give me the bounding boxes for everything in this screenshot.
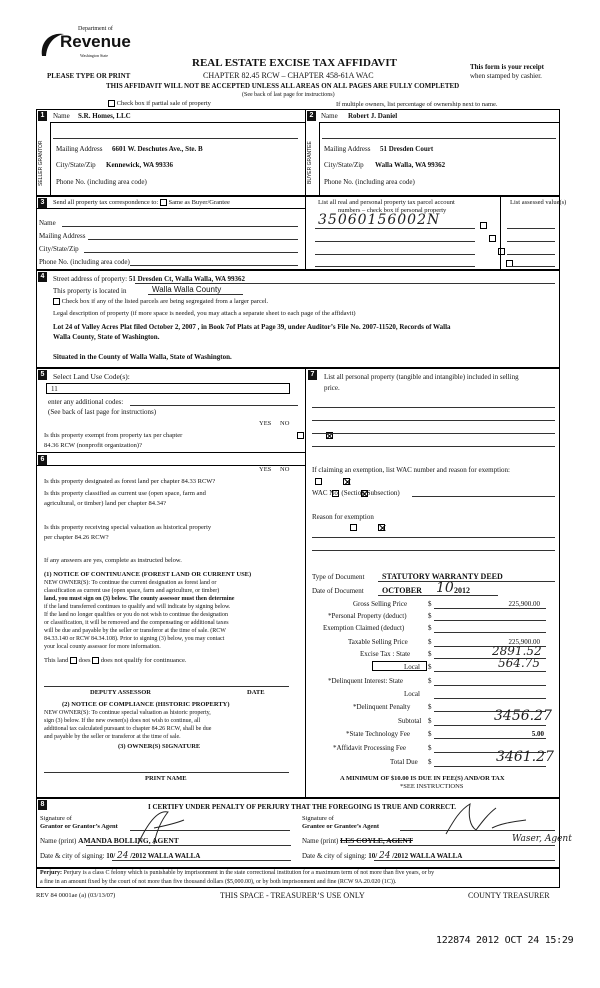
personal-property-checkbox-3[interactable] [498, 248, 505, 255]
street-row [53, 275, 245, 283]
parcel-header-1: List all real and personal property tax parcel account [318, 199, 455, 206]
perjury-text-1: Perjury is a class C felony which is punishable by imprisonment in the state correctional institution for a maximum term of not more than five years, or by [62, 870, 435, 876]
minimum-fee-line: A MINIMUM OF $10.00 IS DUE IN FEE(S) AND/OR TAX [340, 775, 505, 782]
seller-mail: 6601 W. Deschutes Ave., Ste. B [112, 145, 203, 153]
grantor-name-label: Name (print) [40, 837, 77, 845]
notice1-l6: or classification, it will be removed and the compensating or additional taxes [44, 620, 229, 626]
taxable-dollar: $ [428, 638, 432, 646]
grantee-date-day: 24 [379, 851, 391, 861]
additional-codes-label: enter any additional codes: [48, 398, 124, 406]
delinquent-interest-label: *Delinquent Interest: State [328, 677, 404, 685]
seller-name: S.R. Homes, LLC [78, 112, 131, 120]
dept-small: Department of [78, 26, 113, 32]
doc-date-label: Date of Document [312, 587, 364, 595]
same-as-label: Same as Buyer/Grantee [168, 199, 230, 206]
assessed-header: List assessed value(s) [510, 199, 567, 206]
affidavit-fee-label: *Affidavit Processing Fee [333, 744, 406, 752]
exempt-yes-checkbox[interactable] [297, 432, 304, 439]
receipt-note-2: when stamped by cashier. [470, 72, 542, 80]
affidavit-fee-dollar: $ [428, 744, 432, 752]
taxable-label: Taxable Selling Price [348, 638, 408, 646]
tech-fee-label: *State Technology Fee [346, 730, 410, 738]
delinquent-penalty-dollar: $ [428, 703, 432, 711]
s5-no: NO [280, 420, 290, 427]
taxable-value: 225,900.00 [508, 638, 540, 646]
personal-dollar: $ [428, 612, 432, 620]
subtotal-value: 3456.27 [494, 708, 552, 724]
s3-name-label: Name [39, 219, 56, 227]
seller-side-label: SELLER GRANTOR [38, 140, 44, 186]
segregated-checkbox[interactable] [53, 298, 60, 305]
this-land-label: This land [44, 657, 69, 664]
forest-no-checkbox[interactable] [343, 478, 350, 485]
section-2-badge: 2 [307, 111, 316, 121]
grantor-name: AMANDA BOLLING, AGENT [78, 836, 179, 845]
legal-desc-2: Walla County, State of Washington. [53, 333, 160, 341]
form-id: REV 84 0001ae (a) (03/13/07) [36, 892, 116, 899]
form-chapter: CHAPTER 82.45 RCW – CHAPTER 458-61A WAC [203, 71, 374, 80]
notice2-l4: and payable by the seller or transferor at the time of sale. [44, 734, 181, 740]
instructions-line: (See back of last page for instructions) [242, 92, 335, 98]
gross-dollar: $ [428, 600, 432, 608]
located-label: This property is located in [53, 287, 127, 295]
local2-label: Local [404, 690, 420, 698]
notice1-l3: land, you must sign on (3) below. The county assessor must then determine [44, 596, 235, 602]
s6-q1: Is this property designated as forest land per chapter 84.33 RCW? [44, 478, 216, 485]
notice1-l4: if the land transferred continues to qualify and will indicate by signing below. [44, 604, 231, 610]
reason-label: Reason for exemption [312, 513, 374, 521]
grantor-name-row [40, 836, 179, 845]
partial-sale-row [108, 100, 211, 107]
section-8-badge: 8 [38, 800, 47, 810]
buyer-phone-label: Phone No. (including area code) [324, 178, 415, 186]
section-5-badge: 5 [38, 370, 47, 380]
exempt-q-1: Is this property exempt from property tax per chapter [44, 432, 183, 439]
street-label: Street address of property: [53, 275, 128, 283]
doc-date-day: 10 [436, 580, 454, 596]
section-7-badge: 7 [308, 370, 317, 380]
delinquent-penalty-label: *Delinquent Penalty [353, 703, 411, 711]
revenue-logo [38, 24, 131, 64]
print-name-label: PRINT NAME [145, 775, 187, 782]
local-value: 564.75 [498, 656, 540, 670]
grantee-name: LES COYLE, AGENT [340, 836, 413, 845]
notice2-title: (2) NOTICE OF COMPLIANCE (HISTORIC PROPERTY) [62, 701, 230, 708]
situated-line: Situated in the County of Walla Walla, State of Washington. [53, 353, 232, 361]
personal-deduct-label: *Personal Property (deduct) [328, 612, 407, 620]
doc-date-year: 2012 [454, 586, 470, 595]
s3-phone-label: Phone No. (including area code) [39, 258, 130, 266]
s6-yes: YES [259, 466, 272, 473]
treasurer-space: THIS SPACE - TREASURER’S USE ONLY [220, 891, 365, 900]
grantor-sig-label-2: Grantor or Grantor’s Agent [40, 823, 118, 830]
grantee-sig-label-2: Grantee or Grantee’s Agent [302, 823, 380, 830]
notice1-l2: classification as current use (open space, farm and agriculture, or timber) [44, 588, 220, 594]
grantee-name-label: Name (print) [302, 837, 339, 845]
grantee-date-month: 10/ [368, 852, 378, 860]
s6-q2-1: Is this property classified as current use (open space, farm and [44, 490, 206, 497]
send-tax-label: Send all property tax correspondence to: [53, 199, 159, 206]
dept-state: Washington State [80, 53, 109, 58]
send-tax-row [53, 199, 230, 206]
does-not-label: does not qualify for continuance. [100, 657, 187, 664]
buyer-city: Walla Walla, WA 99362 [375, 161, 446, 169]
segregated-row [53, 298, 268, 305]
land-use-code: 11 [51, 385, 58, 393]
s6-q2-2: agricultural, or timber) land per chapter 84.34? [44, 500, 167, 507]
total-value: 3461.27 [496, 749, 554, 765]
subtotal-label: Subtotal [398, 717, 422, 725]
tech-fee-dollar: $ [428, 730, 432, 738]
seller-mail-label: Mailing Address [56, 145, 103, 153]
does-not-checkbox[interactable] [92, 657, 99, 664]
personal-prop-1: List all personal property (tangible and intangible) included in selling [324, 373, 519, 381]
deputy-date-label: DATE [247, 689, 265, 696]
personal-property-checkbox-1[interactable] [480, 222, 487, 229]
doc-type: STATUTORY WARRANTY DEED [382, 572, 503, 581]
buyer-mail-label: Mailing Address [324, 145, 371, 153]
seller-city: Kennewick, WA 99336 [106, 161, 173, 169]
buyer-mail: 51 Dresden Court [380, 145, 434, 153]
delinquent-interest-dollar: $ [428, 677, 432, 685]
exempt-q-2: 84.36 RCW (nonprofit organization)? [44, 442, 142, 449]
same-as-buyer-checkbox[interactable] [160, 199, 167, 206]
parcel-number: 35060156002N [318, 212, 441, 228]
land-use-label: Select Land Use Code(s): [53, 372, 130, 381]
grantee-handwritten-name: Waser, Agent [512, 834, 572, 844]
perjury-bold: Perjury: [40, 870, 62, 876]
exemption-dollar: $ [428, 624, 432, 632]
parcel-header-2: numbers – check box if personal property [338, 207, 447, 214]
notice1-l7: will be due and payable by the seller or transferor at the time of sale. (RCW [44, 628, 226, 634]
section-1-badge: 1 [38, 111, 47, 121]
grantor-date-month: 10/ [106, 852, 116, 860]
local-label: Local [404, 663, 420, 671]
receipt-note-1: This form is your receipt [470, 63, 545, 71]
buyer-city-label: City/State/Zip [324, 161, 364, 169]
historic-no-checkbox[interactable] [378, 524, 385, 531]
gross-value: 225,900.00 [508, 600, 540, 608]
section-4-badge: 4 [38, 272, 47, 282]
buyer-side-label: BUYER GRANTEE [307, 141, 313, 185]
warning-line: THIS AFFIDAVIT WILL NOT BE ACCEPTED UNLESS ALL AREAS ON ALL PAGES ARE FULLY COMPLETED [106, 82, 460, 90]
total-label: Total Due [390, 758, 418, 766]
notice2-l1: NEW OWNER(S): To continue special valuation as historic property, [44, 710, 211, 716]
located-value: Walla Walla County [152, 285, 222, 294]
legal-desc-1: Lot 24 of Valley Acres Plat filed October 2, 2007 , in Book 7of Plats at Page 39, under Auditor’s File No. 2007-11520, Records of Walla [53, 323, 451, 331]
grantee-name-row [302, 836, 413, 845]
street-value: 51 Dresden Ct, Walla Walla, WA 99362 [128, 275, 245, 283]
grantor-sig-label-1: Signature of [40, 815, 72, 822]
exemption-deduct-label: Exemption Claimed (deduct) [323, 624, 405, 632]
historic-yes-checkbox[interactable] [350, 524, 357, 531]
notice1-l5: If the land no longer qualifies or you do not wish to continue the designation [44, 612, 228, 618]
excise-state-value: 2891.52 [492, 644, 542, 658]
s3-mail-label: Mailing Address [39, 232, 86, 240]
excise-state-dollar: $ [428, 650, 432, 658]
wac-label: WAC No. (Section/Subsection) [312, 489, 400, 497]
see-instructions: *SEE INSTRUCTIONS [400, 783, 464, 790]
grantor-date-label: Date & city of signing: [40, 852, 105, 860]
gross-label: Gross Selling Price [353, 600, 408, 608]
s6-no: NO [280, 466, 290, 473]
section-3-badge: 3 [38, 198, 47, 208]
grantee-date-label: Date & city of signing: [302, 852, 367, 860]
grantee-sig-label-1: Signature of [302, 815, 334, 822]
personal-property-checkbox-2[interactable] [489, 235, 496, 242]
seller-city-label: City/State/Zip [56, 161, 96, 169]
personal-prop-2: price. [324, 384, 340, 392]
s6-q3-1: Is this property receiving special valuation as historical property [44, 524, 212, 531]
deputy-assessor-label: DEPUTY ASSESSOR [90, 689, 151, 696]
grantor-date-day: 24 [117, 851, 129, 861]
certify-line: I CERTIFY UNDER PENALTY OF PERJURY THAT THE FOREGOING IS TRUE AND CORRECT. [148, 803, 457, 811]
dept-big: Revenue [60, 32, 131, 51]
please-type: PLEASE TYPE OR PRINT [47, 72, 131, 80]
doc-date-month: OCTOBER [382, 586, 422, 595]
notice2-l3: additional tax calculated pursuant to chapter 84.26 RCW, shall be due [44, 726, 212, 732]
claim-exempt-label: If claiming an exemption, list WAC number and reason for exemption: [312, 466, 510, 474]
buyer-name-label: Name [321, 112, 338, 120]
perjury-line-2: a fine in an amount fixed by the court of not more than five thousand dollars ($5,000.00), or by both imprisonment and fine (RCW 9A.20.020 (1C)). [40, 879, 397, 885]
tech-fee-value: 5.00 [531, 730, 544, 738]
cashier-stamp: 122874 2012 OCT 24 15:29 [436, 935, 574, 946]
perjury-line-1 [40, 870, 434, 876]
seller-phone-label: Phone No. (including area code) [56, 178, 147, 186]
land-use-code-field[interactable] [46, 383, 290, 394]
forest-yes-checkbox[interactable] [315, 478, 322, 485]
qualify-row [44, 657, 187, 664]
buyer-name: Robert J. Daniel [348, 112, 398, 120]
if-yes-line: If any answers are yes, complete as instructed below. [44, 557, 182, 564]
multiple-owners: If multiple owners, list percentage of ownership next to name. [336, 101, 498, 108]
local-dollar: $ [428, 663, 432, 671]
partial-sale-label: Check box if partial sale of property [116, 100, 211, 107]
notice1-l9: your local county assessor for more information. [44, 644, 161, 650]
total-dollar: $ [428, 758, 432, 766]
doc-type-label: Type of Document [312, 573, 365, 581]
s3-city-label: City/State/Zip [39, 245, 79, 253]
s5-yes: YES [259, 420, 272, 427]
grantor-date-rest: /2012 WALLA WALLA [130, 852, 201, 860]
notice1-title: (1) NOTICE OF CONTINUANCE (FOREST LAND OR CURRENT USE) [44, 571, 252, 578]
subtotal-dollar: $ [428, 717, 432, 725]
excise-state-label: Excise Tax : State [360, 650, 411, 658]
legal-note: Legal description of property (if more space is needed, you may attach a separate sheet to each page of the affidavit) [53, 310, 356, 317]
notice2-l2: sign (3) below. If the new owner(s) does not wish to continue, all [44, 718, 201, 724]
seller-name-label: Name [53, 112, 70, 120]
segregated-label: Check box if any of the listed parcels are being segregated from a larger parcel. [61, 298, 269, 305]
grantee-date-rest: /2012 WALLA WALLA [392, 852, 463, 860]
county-treasurer: COUNTY TREASURER [468, 891, 550, 900]
notice1-l8: 84.33.140 or RCW 84.34.108). Prior to signing (3) below, you may contact [44, 636, 225, 642]
s6-q3-2: per chapter 84.26 RCW? [44, 534, 109, 541]
section-6-badge: 6 [38, 455, 47, 465]
partial-sale-checkbox[interactable] [108, 100, 115, 107]
does-checkbox[interactable] [70, 657, 77, 664]
owner-signature-label: (3) OWNER(S) SIGNATURE [118, 743, 201, 750]
does-label: does [78, 657, 91, 664]
form-title: REAL ESTATE EXCISE TAX AFFIDAVIT [192, 57, 397, 69]
notice1-l1: NEW OWNER(S): To continue the current designation as forest land or [44, 580, 217, 586]
see-back-label: (See back of last page for instructions) [48, 408, 157, 416]
